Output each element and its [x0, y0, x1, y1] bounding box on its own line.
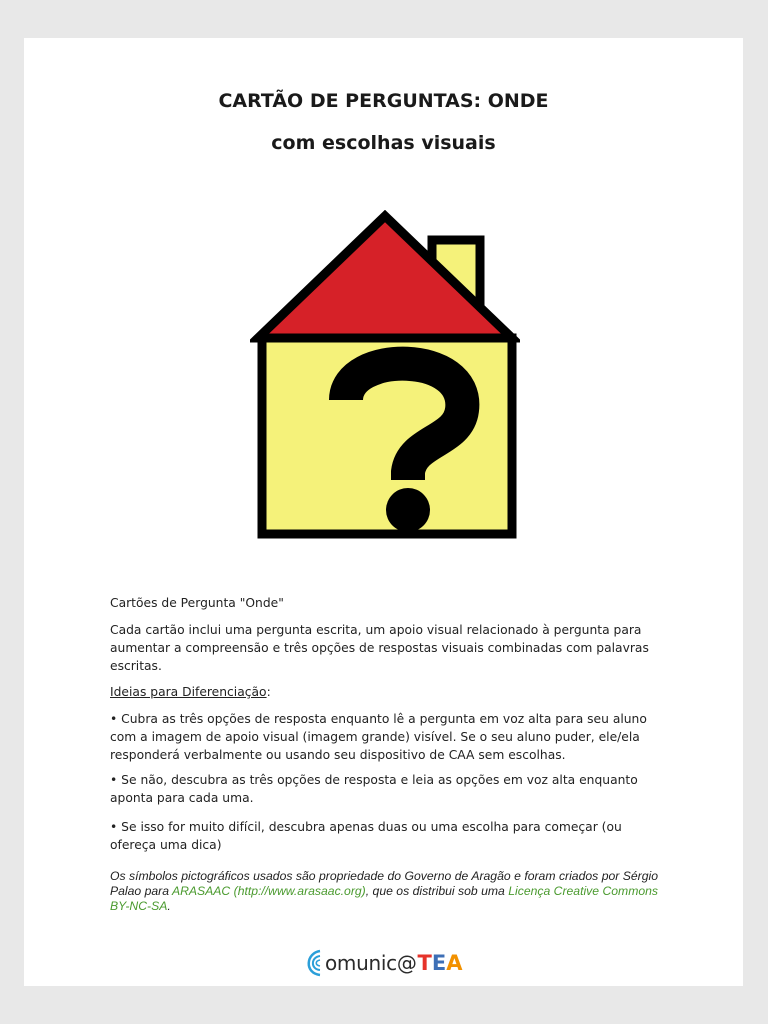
credits-text: Os símbolos pictográficos usados são propriedade do Governo de Aragão e foram criados por Sérgio Palao para [110, 869, 658, 898]
credits-text: . [167, 899, 171, 913]
question-dot [386, 488, 430, 532]
swirl-icon [302, 948, 324, 978]
logo-letter: E [431, 950, 447, 975]
intro-heading: Cartões de Pergunta "Onde" [110, 596, 284, 610]
ideas-heading [110, 683, 670, 701]
list-item: • Se não, descubra as três opções de resposta e leia as opções em voz alta enquanto aponta para cada uma. [110, 773, 638, 805]
logo-letter: A [446, 950, 463, 975]
logo-letter: T [417, 950, 432, 975]
ideas-heading-label: Ideias para Diferenciação [110, 685, 267, 699]
arasaac-link[interactable]: ARASAAC (http://www.arasaac.org) [171, 884, 366, 898]
list-item: • Se isso for muito difícil, descubra apenas duas ou uma escolha para começar (ou ofereça uma dica) [110, 820, 622, 852]
house-question-icon [250, 210, 520, 540]
credits-text: , que os distribui sob uma [365, 884, 509, 898]
license-link[interactable]: Licença Creative Commons BY-NC-SA [110, 884, 659, 913]
page-title: CARTÃO DE PERGUNTAS: ONDE [218, 90, 549, 112]
credits-paragraph [110, 869, 658, 914]
logo-text: omunic@ [325, 951, 417, 975]
comunicatea-logo [302, 946, 462, 980]
document-page [24, 38, 743, 986]
logo-tea [417, 950, 463, 975]
ideas-heading-colon: : [266, 685, 271, 699]
page-subtitle: com escolhas visuais [271, 132, 496, 154]
list-item: • Cubra as três opções de resposta enquanto lê a pergunta em voz alta para seu aluno com a imagem de apoio visual (imagem grande) visível. Se o seu aluno puder, ele/ela responderá verbalmente ou usando seu dispositivo de CAA sem escolhas. [110, 712, 647, 762]
intro-paragraph: Cada cartão inclui uma pergunta escrita, um apoio visual relacionado à pergunta para aumentar a compreensão e três opções de respostas visuais combinadas com palavras escritas. [110, 623, 649, 673]
